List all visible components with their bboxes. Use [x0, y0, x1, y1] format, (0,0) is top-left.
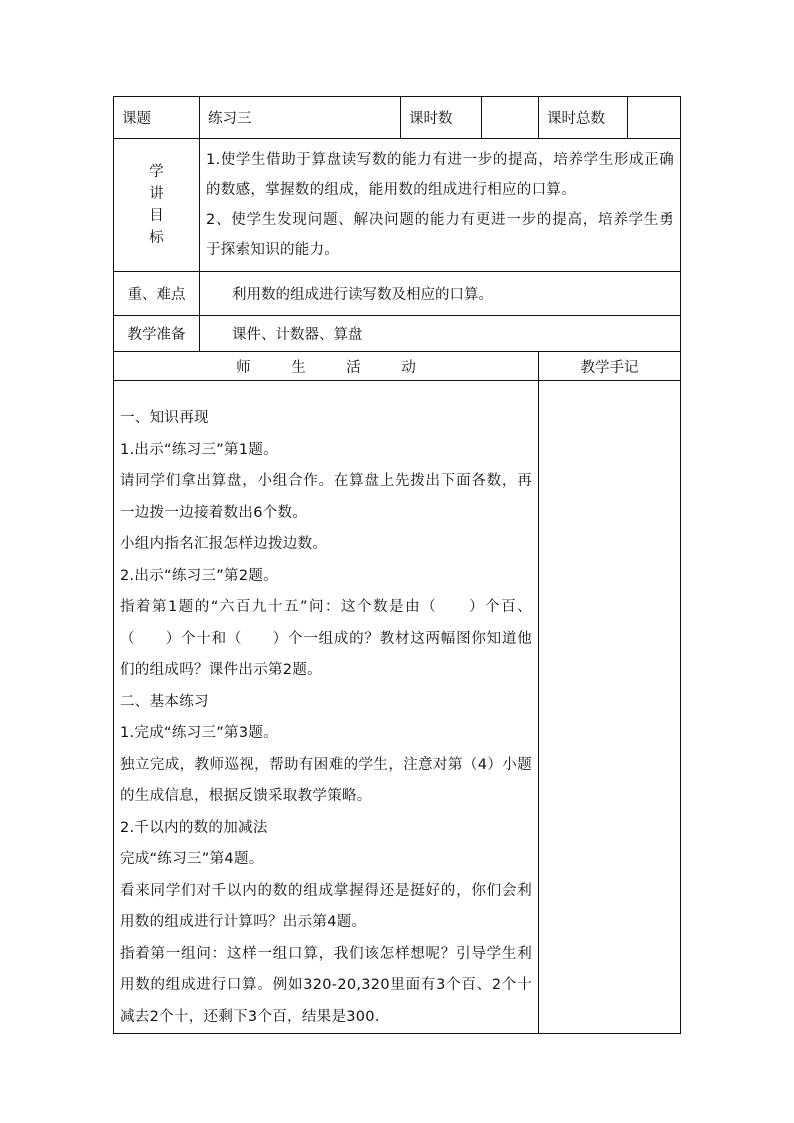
activity-header-row: [114, 352, 681, 381]
prep-label: 教学准备: [114, 316, 200, 352]
activity-body-row: [114, 381, 681, 1034]
activity-heading: [114, 352, 539, 381]
activity-paragraph: 看来同学们对千以内的数的组成掌握得还是挺好的，你们会利用数的组成进行计算吗？出示第4题。: [120, 882, 532, 930]
activity-paragraph: 请同学们拿出算盘，小组合作。在算盘上先拨出下面各数，再一边拨一边接着数出6个数。: [120, 473, 532, 521]
activity-paragraph: 指着第一组问：这样一组口算，我们该怎样想呢？引导学生利用数的组成进行口算。例如320-20,320里面有3个百、2个十减去2个十，还剩下3个百，结果是300.: [120, 945, 532, 1025]
activity-paragraph: 小组内指名汇报怎样边拨边数。: [120, 536, 328, 552]
activity-paragraph: 指着第1题的“六百九十五”问：这个数是由（ ）个百、（ ）个十和（ ）个一组成的？教材这两幅图你知道他们的组成吗？课件出示第2题。: [120, 599, 532, 678]
hours-label: 课时数: [401, 97, 482, 139]
topic-label: 课题: [114, 97, 200, 139]
activity-paragraph: 完成“练习三”第4题。: [120, 851, 264, 867]
activity-paragraph: 1.完成“练习三”第3题。: [120, 725, 278, 741]
notes-label: 教学手记: [539, 352, 681, 381]
activity-heading-char: 活: [346, 359, 361, 376]
activity-paragraph: 2.千以内的数的加减法: [120, 819, 268, 836]
prep-row: [114, 316, 681, 352]
header-row: [114, 97, 681, 139]
goals-row: [114, 139, 681, 272]
activity-paragraph: 1.出示“练习三”第1题。: [120, 441, 278, 458]
activity-paragraph: 一、知识再现: [120, 410, 209, 426]
focus-label: 重、难点: [114, 272, 200, 316]
goals-label-char: 标: [149, 230, 164, 246]
focus-text: 利用数的组成进行读写数及相应的口算。: [200, 272, 681, 316]
activity-heading-char: 师: [236, 359, 251, 376]
activity-heading-char: 动: [401, 359, 416, 376]
goals-label-char: 目: [149, 208, 164, 224]
total-hours-value: [628, 97, 681, 139]
activity-paragraph: 独立完成，教师巡视，帮助有困难的学生，注意对第（4）小题的生成信息，根据反馈采取教学策略。: [120, 756, 532, 804]
goals-label-char: 讲: [149, 186, 164, 202]
activity-paragraph: 二、基本练习: [120, 693, 209, 710]
topic-value: 练习三: [200, 97, 401, 139]
focus-row: [114, 272, 681, 316]
hours-value: [482, 97, 539, 139]
activity-heading-char: 生: [291, 359, 306, 376]
goals-label: [114, 139, 200, 272]
notes-content: [539, 381, 681, 1034]
activity-paragraph: 2.出示“练习三”第2题。: [120, 567, 278, 584]
goal-item: 1.使学生借助于算盘读写数的能力有进一步的提高，培养学生形成正确的数感，掌握数的组成，能用数的组成进行相应的口算。: [206, 152, 674, 198]
prep-text: 课件、计数器、算盘: [200, 316, 681, 352]
total-hours-label: 课时总数: [539, 97, 628, 139]
goal-item: 2、使学生发现问题、解决问题的能力有更进一步的提高，培养学生勇于探索知识的能力。: [206, 212, 674, 258]
activity-content: [114, 381, 539, 1034]
goals-label-char: 学: [149, 164, 164, 180]
lesson-plan-table: [113, 96, 681, 1034]
goals-content: [200, 139, 681, 272]
